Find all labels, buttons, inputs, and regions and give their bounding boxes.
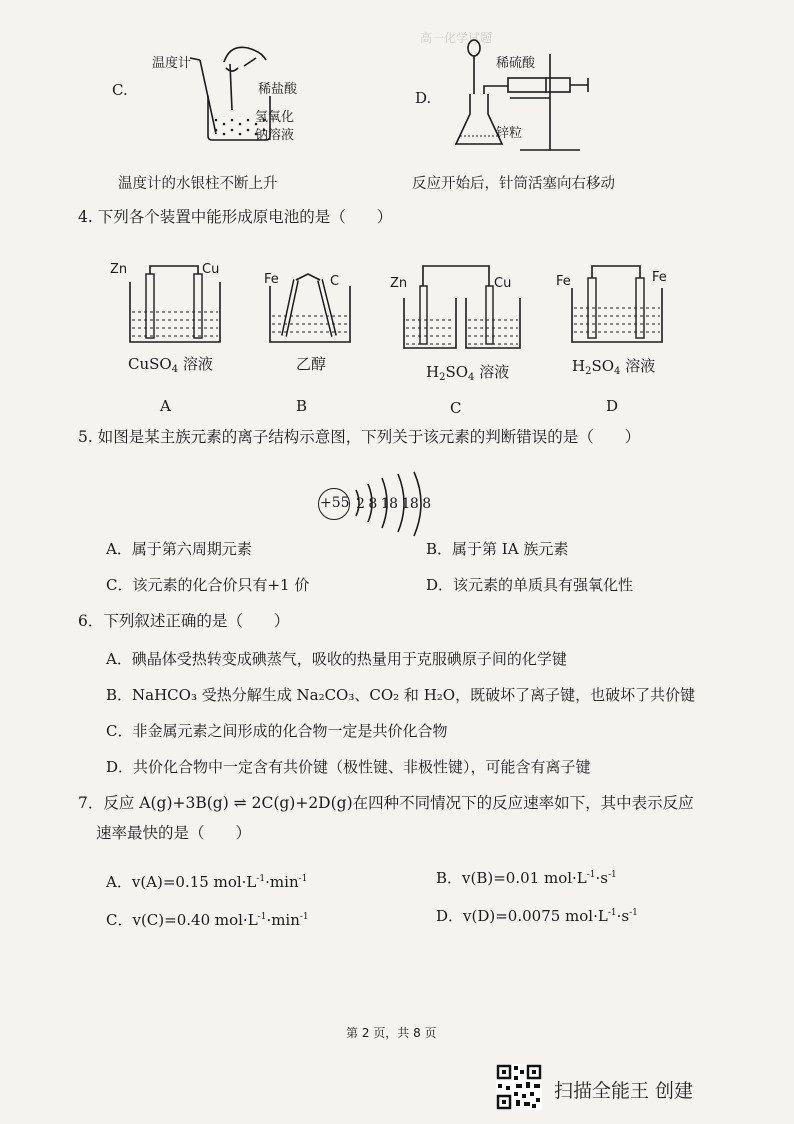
device-a-right-electrode: Cu <box>202 262 220 277</box>
device-c-right-electrode: Cu <box>494 276 512 291</box>
q5-option-a: A．属于第六周期元素 <box>106 540 252 558</box>
device-a-solution: CuSO$_4$ 溶液 <box>128 355 213 375</box>
q5-stem: 5. 如图是某主族元素的离子结构示意图，下列关于该元素的判断错误的是（ ） <box>78 428 641 446</box>
top-option-d-caption: 反应开始后，针筒活塞向右移动 <box>412 176 615 192</box>
q5-option-d: D．该元素的单质具有强氧化性 <box>426 576 634 594</box>
shell-arcs <box>318 470 438 540</box>
ion-structure-diagram <box>318 470 438 540</box>
thermometer-label: 温度计 <box>152 56 192 71</box>
q6-option-d: D．共价化合物中一定含有共价键（极性键、非极性键），可能含有离子键 <box>106 758 591 776</box>
electron-shells: 2 8 18 18 8 <box>356 496 431 512</box>
cell-device-d <box>566 262 666 352</box>
nucleus-charge: +55 <box>320 495 350 511</box>
device-a-left-electrode: Zn <box>110 262 128 277</box>
q7-stem-line2: 速率最快的是（ ） <box>96 824 252 842</box>
device-d-letter: D <box>606 397 619 415</box>
device-b-left-electrode: Fe <box>264 272 279 287</box>
flask-syringe-diagram <box>450 24 610 154</box>
q6-option-c: C．非金属元素之间形成的化合物一定是共价化合物 <box>106 722 448 740</box>
device-c-solution: $H_2SO_4$ 溶液 <box>426 363 510 383</box>
qr-code-icon <box>496 1064 542 1110</box>
faint-header: 高一化学试题 <box>420 31 493 45</box>
device-c-letter: C <box>450 399 462 417</box>
device-c-left-electrode: Zn <box>390 276 408 291</box>
device-d-left-electrode: Fe <box>556 274 571 289</box>
q7-stem-line1: 7．反应 A(g)+3B(g) ⇌ 2C(g)+2D(g)在四种不同情况下的反应速率如下，其中表示反应 <box>78 794 694 812</box>
q6-stem: 6．下列叙述正确的是（ ） <box>78 612 290 630</box>
top-option-c-caption: 温度计的水银柱不断上升 <box>118 176 278 192</box>
device-a-letter: A <box>160 397 171 415</box>
device-b-right-electrode: C <box>330 274 340 289</box>
device-d-solution: $H_2SO_4$ 溶液 <box>572 357 656 377</box>
naoh-label-line2: 钠溶液 <box>255 128 295 143</box>
device-b-solution: 乙醇 <box>296 355 327 373</box>
q7-option-b: B．v(B)=0.01 $mol\cdot L^{-1}\cdot s^{-1}$ <box>436 869 617 887</box>
q5-option-c: C．该元素的化合价只有+1 价 <box>106 576 310 594</box>
device-b-letter: B <box>296 397 308 415</box>
q7-option-a: A．v(A)=0.15 $mol\cdot L^{-1}\cdot\min^{-1}$ <box>106 873 308 891</box>
device-d-right-electrode: Fe <box>652 270 667 285</box>
scanner-watermark: 扫描全能王 创建 <box>554 1080 694 1102</box>
q7-option-c: C．v(C)=0.40 $mol\cdot L^{-1}\cdot\min^{-1}$ <box>106 911 309 929</box>
zinc-granules-label: 锌粒 <box>496 126 523 141</box>
q4-stem: 4. 下列各个装置中能形成原电池的是（ ） <box>78 208 393 226</box>
naoh-label-line1: 氢氧化 <box>255 110 295 125</box>
q7-option-d: D．v(D)=0.0075 $mol\cdot L^{-1}\cdot s^{-1}$ <box>436 907 638 925</box>
dilute-hcl-label: 稀盐酸 <box>258 82 298 97</box>
q6-option-a: A．碘晶体受热转变成碘蒸气，吸收的热量用于克服碘原子间的化学键 <box>106 650 567 668</box>
dilute-h2so4-label: 稀硫酸 <box>496 56 536 71</box>
page-number: 第 2 页，共 8 页 <box>346 1026 437 1040</box>
top-option-c-letter: C. <box>112 81 128 99</box>
top-option-d-letter: D. <box>415 89 432 107</box>
q5-option-b: B．属于第 IA 族元素 <box>426 540 569 558</box>
q6-option-b: B．NaHCO₃ 受热分解生成 Na₂CO₃、CO₂ 和 H₂O，既破坏了离子键，也破坏了共价键 <box>106 686 696 704</box>
